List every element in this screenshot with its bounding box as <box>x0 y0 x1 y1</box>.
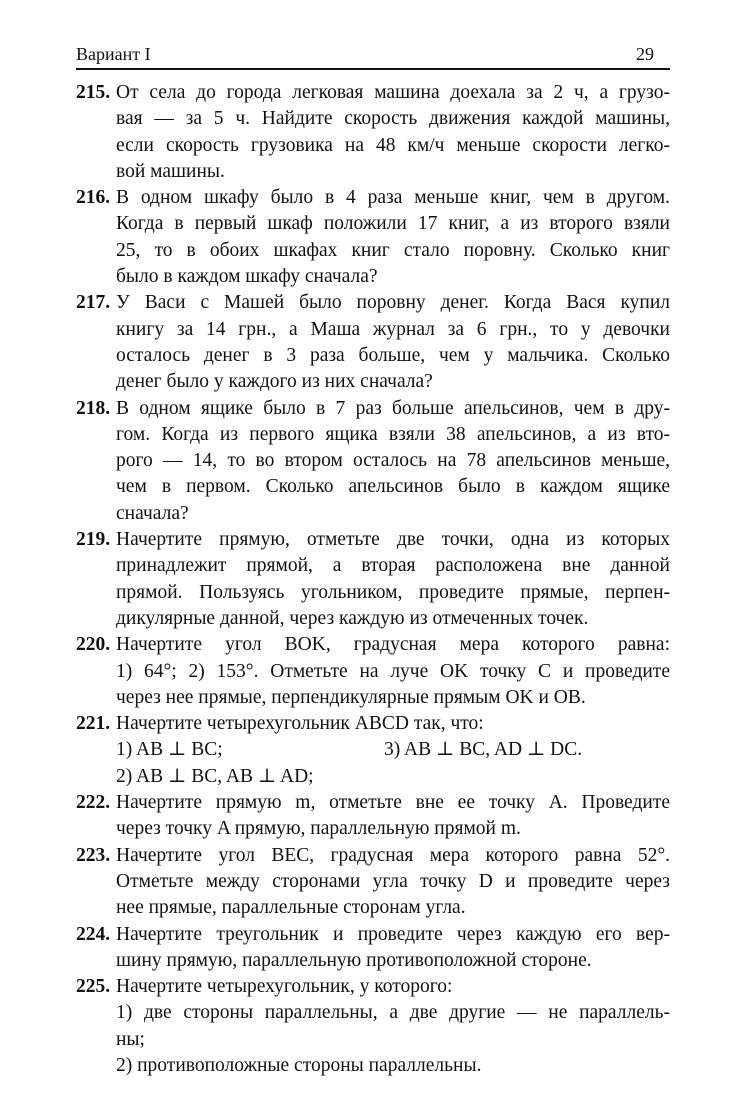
problem-number: 216. <box>76 187 111 209</box>
problem-text-line: Начертите треугольник и проведите через каждую его вер- <box>116 923 670 945</box>
problem-number: 222. <box>76 792 111 814</box>
problem-list <box>76 80 670 1079</box>
options-row <box>116 737 670 763</box>
page-number: 29 <box>636 44 654 64</box>
problem-number: 221. <box>76 713 111 735</box>
problem-text-line: Отметьте между сторонами угла точку D и проведите через <box>116 870 670 892</box>
problem-text-line: рого — 14, то во втором осталось на 78 апельсинов меньше, <box>116 450 670 472</box>
problem-text-line: От села до города легковая машина доехала за 2 ч, а грузо- <box>116 82 670 103</box>
problem-215 <box>76 80 670 185</box>
problem-219 <box>76 527 670 632</box>
problem-text-line: через нее прямые, перпендикулярные прямым OK и OB. <box>116 686 586 708</box>
sub-item-1-cont: ны; <box>116 1028 145 1050</box>
problem-text-line: Начертите четырехугольник ABCD так, что: <box>116 713 484 735</box>
problem-text-line: Начертите прямую, отметьте две точки, одна из которых <box>116 529 670 551</box>
problem-text-line: сначала? <box>116 502 189 524</box>
option-1: 1) AB ⊥ BC; <box>116 739 223 761</box>
problem-220 <box>76 632 670 711</box>
problem-216 <box>76 185 670 290</box>
page-header <box>76 44 670 70</box>
problem-text-line: было в каждом шкафу сначала? <box>116 266 378 288</box>
option-2: 2) AB ⊥ BC, AB ⊥ AD; <box>116 765 314 787</box>
problem-text-line: вой машины. <box>116 160 225 182</box>
problem-text-line: прямой. Пользуясь угольником, проведите прямые, перпен- <box>116 581 670 603</box>
variant-label: Вариант I <box>76 44 151 64</box>
option-3: 3) AB ⊥ BC, AD ⊥ DC. <box>384 739 583 761</box>
problem-225 <box>76 974 670 1079</box>
problem-text-line: дикулярные данной, через каждую из отмеченных точек. <box>116 607 589 629</box>
problem-text-line: Начертите прямую m, отметьте вне ее точку A. Проведите <box>116 792 670 814</box>
problem-number: 225. <box>76 976 111 998</box>
problem-text-line: денег было у каждого из них сначала? <box>116 371 433 393</box>
problem-text-line: 25, то в обоих шкафах книг стало поровну. Сколько книг <box>116 239 670 261</box>
problem-text-line: чем в первом. Сколько апельсинов было в каждом ящике <box>116 476 670 498</box>
problem-number: 215. <box>76 82 111 103</box>
problem-text-line: Начертите угол BOK, градусная мера которого равна: <box>116 634 670 656</box>
problem-text-line: Начертите угол BEC, градусная мера которого равна 52°. <box>116 844 670 866</box>
sub-item-2: 2) противоположные стороны параллельны. <box>116 1054 482 1076</box>
problem-221 <box>76 711 670 790</box>
problem-number: 217. <box>76 292 111 314</box>
problem-number: 224. <box>76 923 111 945</box>
problem-text-line: через точку A прямую, параллельную прямой m. <box>116 818 521 840</box>
problem-text-line: осталось денег в 3 раза больше, чем у мальчика. Сколько <box>116 344 670 366</box>
problem-text-line: Когда в первый шкаф положили 17 книг, а из второго взяли <box>116 213 670 235</box>
problem-number: 218. <box>76 397 111 419</box>
problem-text-line: 1) 64°; 2) 153°. Отметьте на луче OK точку C и проведите <box>116 660 670 682</box>
problem-217 <box>76 290 670 395</box>
problem-text-line: если скорость грузовика на 48 км/ч меньше скорости легко- <box>116 134 670 156</box>
problem-text-line: У Васи с Машей было поровну денег. Когда Вася купил <box>116 292 670 314</box>
sub-item-1: 1) две стороны параллельны, а две другие — не параллель- <box>116 1002 670 1024</box>
problem-text-line: шину прямую, параллельную противоположной стороне. <box>116 949 592 971</box>
problem-number: 223. <box>76 844 111 866</box>
problem-text-line: принадлежит прямой, а вторая расположена вне данной <box>116 555 670 577</box>
problem-text-line: книгу за 14 грн., а Маша журнал за 6 грн., то у девочки <box>116 318 670 340</box>
problem-text-line: В одном ящике было в 7 раз больше апельсинов, чем в дру- <box>116 397 670 419</box>
problem-222 <box>76 790 670 843</box>
problem-number: 220. <box>76 634 111 656</box>
problem-223 <box>76 843 670 922</box>
problem-218 <box>76 396 670 527</box>
problem-text-line: вая — за 5 ч. Найдите скорость движения каждой машины, <box>116 108 670 130</box>
problem-text-line: Начертите четырехугольник, у которого: <box>116 976 453 998</box>
problem-number: 219. <box>76 529 111 551</box>
problem-224 <box>76 922 670 975</box>
problem-text-line: нее прямые, параллельные сторонам угла. <box>116 897 466 919</box>
problem-text-line: В одном шкафу было в 4 раза меньше книг, чем в другом. <box>116 187 670 209</box>
problem-text-line: гом. Когда из первого ящика взяли 38 апельсинов, а из вто- <box>116 423 670 445</box>
